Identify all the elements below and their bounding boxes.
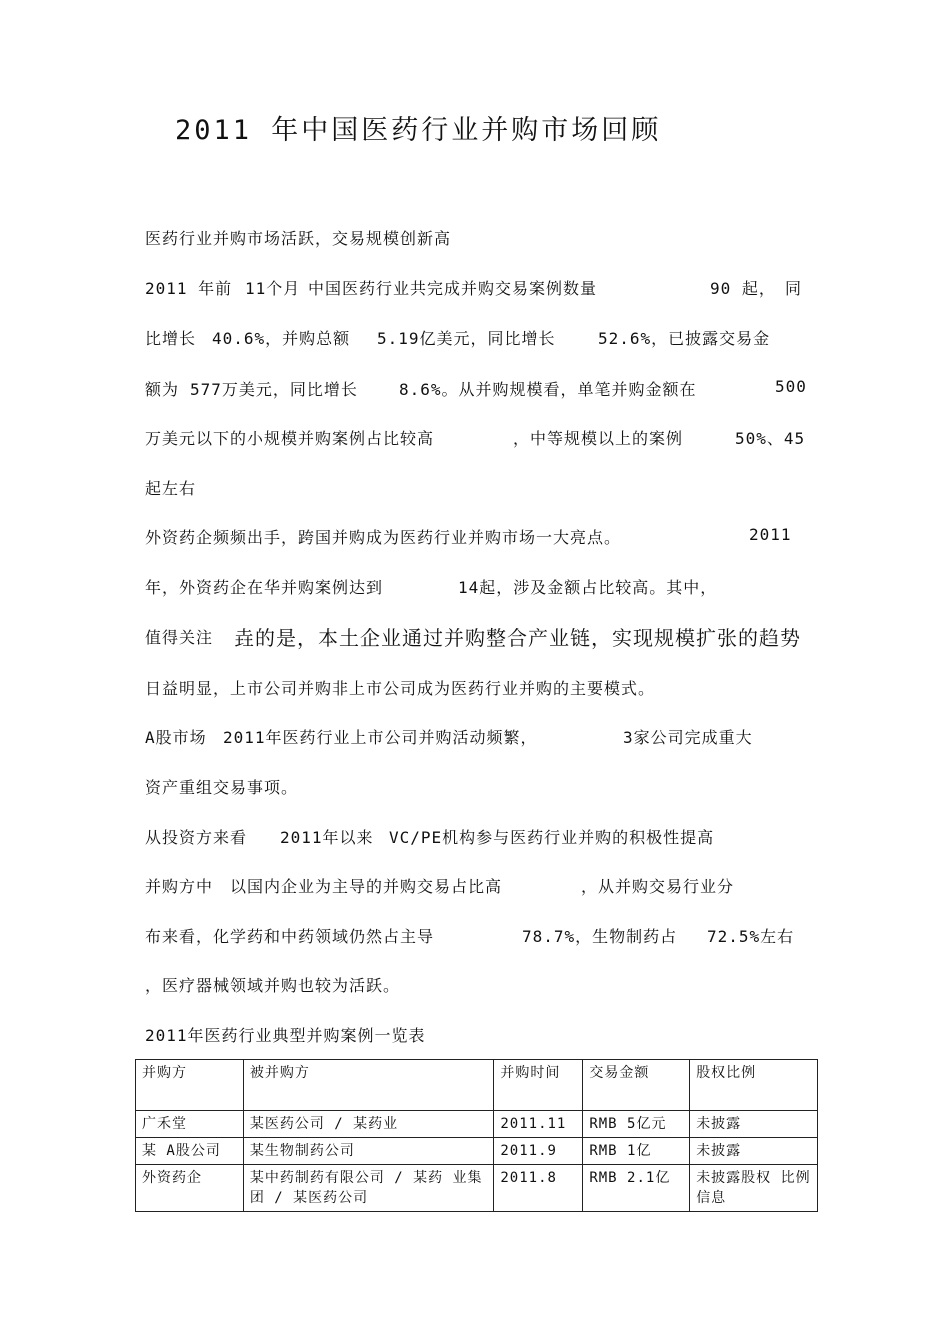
table-header-row [136, 1060, 818, 1111]
text-segment: 以国内企业为主导的并购交易占比高 [230, 877, 503, 896]
text-segment: 2011年以来 [280, 828, 374, 847]
header-stake: 股权比例 [690, 1060, 818, 1111]
cell-acquirer: 广禾堂 [136, 1111, 244, 1138]
paragraph-line [145, 326, 825, 350]
header-acquirer: 并购方 [136, 1060, 244, 1111]
paragraph-line [145, 276, 825, 300]
text-segment: 日益明显，上市公司并购非上市公司成为医药行业并购的主要模式。 [145, 679, 656, 698]
cell-amount: RMB 5亿元 [583, 1111, 690, 1138]
header-amount: 交易金额 [583, 1060, 690, 1111]
text-segment: 医药行业并购市场活跃，交易规模创新高 [145, 229, 452, 248]
text-segment: 比增长 [145, 329, 197, 348]
text-segment: 8.6%。从并购规模看，单笔并购金额在 [399, 380, 697, 399]
cell-target: 某医药公司 / 某药业 [243, 1111, 494, 1138]
text-segment: 起左右 [145, 479, 197, 498]
text-segment: 值得关注 [145, 628, 214, 647]
text-segment: 并购方中 [145, 877, 214, 896]
text-segment: ，从并购交易行业分 [581, 877, 735, 896]
text-segment: 52.6%，已披露交易金 [598, 329, 771, 348]
paragraph-line [145, 625, 825, 649]
table-row [136, 1138, 818, 1165]
text-segment: 11个月 [245, 279, 301, 298]
text-segment: 垚的是，本土企业通过并购整合产业链，实现规模扩张的趋势 [234, 626, 801, 650]
table-row [136, 1111, 818, 1138]
text-segment: ，医疗器械领域并购也较为活跃。 [145, 976, 401, 995]
text-segment: 2011 [749, 525, 792, 544]
cell-target: 某生物制药公司 [243, 1138, 494, 1165]
paragraph-line [145, 874, 825, 898]
deals-table [135, 1059, 818, 1212]
cell-stake: 未披露 [690, 1138, 818, 1165]
paragraph-line [145, 226, 825, 250]
cell-acquirer: 外资药企 [136, 1165, 244, 1212]
paragraph-line [145, 377, 825, 401]
cell-date: 2011.9 [494, 1138, 583, 1165]
paragraph-line [145, 725, 825, 749]
header-date: 并购时间 [494, 1060, 583, 1111]
cell-amount: RMB 2.1亿 [583, 1165, 690, 1212]
text-segment: 2011年医药行业上市公司并购活动频繁， [223, 728, 538, 747]
text-segment: 2011年医药行业典型并购案例一览表 [145, 1026, 426, 1045]
text-segment: 外资药企频频出手，跨国并购成为医药行业并购市场一大亮点。 [145, 528, 622, 547]
paragraph-line [145, 575, 825, 599]
document-title: 2011 年中国医药行业并购市场回顾 [175, 115, 662, 146]
text-segment: 中国医药行业共完成并购交易案例数量 [308, 279, 598, 298]
text-segment: 78.7%，生物制药占 [522, 927, 678, 946]
paragraph-line [145, 775, 825, 799]
text-segment: 从投资方来看 [145, 828, 248, 847]
paragraph-line [145, 426, 825, 450]
paragraph-line [145, 676, 825, 700]
text-segment: 同 [785, 279, 803, 298]
cell-target: 某中药制药有限公司 / 某药 业集团 / 某医药公司 [243, 1165, 494, 1212]
text-segment: 万美元以下的小规模并购案例占比较高 [145, 429, 435, 448]
cell-acquirer: 某 A股公司 [136, 1138, 244, 1165]
text-segment: A股市场 [145, 728, 207, 747]
text-segment: 2011 年前 [145, 279, 233, 298]
text-segment: ，中等规模以上的案例 [513, 429, 684, 448]
paragraph-line [145, 825, 825, 849]
cell-stake: 未披露 [690, 1111, 818, 1138]
text-segment: 50%、45 [735, 429, 806, 448]
table-caption [145, 1023, 825, 1047]
text-segment: 布来看，化学药和中药领域仍然占主导 [145, 927, 435, 946]
text-segment: VC/PE机构参与医药行业并购的积极性提高 [389, 828, 715, 847]
text-segment: 5.19亿美元，同比增长 [377, 329, 556, 348]
text-segment: 14起，涉及金额占比较高。其中， [458, 578, 718, 597]
text-segment: 500 [775, 377, 807, 396]
text-segment: 3家公司完成重大 [623, 728, 753, 747]
text-segment: 资产重组交易事项。 [145, 778, 299, 797]
text-segment: 额为 [145, 380, 180, 399]
paragraph-line [145, 476, 825, 500]
paragraph-line [145, 924, 825, 948]
cell-date: 2011.8 [494, 1165, 583, 1212]
paragraph-line [145, 525, 825, 549]
cell-date: 2011.11 [494, 1111, 583, 1138]
header-target: 被并购方 [243, 1060, 494, 1111]
text-segment: 90 起， [710, 279, 776, 298]
table-row [136, 1165, 818, 1212]
text-segment: 40.6%，并购总额 [212, 329, 351, 348]
text-segment: 72.5%左右 [707, 927, 795, 946]
cell-stake: 未披露股权 比例信息 [690, 1165, 818, 1212]
text-segment: 577万美元，同比增长 [190, 380, 358, 399]
cell-amount: RMB 1亿 [583, 1138, 690, 1165]
paragraph-line [145, 973, 825, 997]
text-segment: 年，外资药企在华并购案例达到 [145, 578, 384, 597]
